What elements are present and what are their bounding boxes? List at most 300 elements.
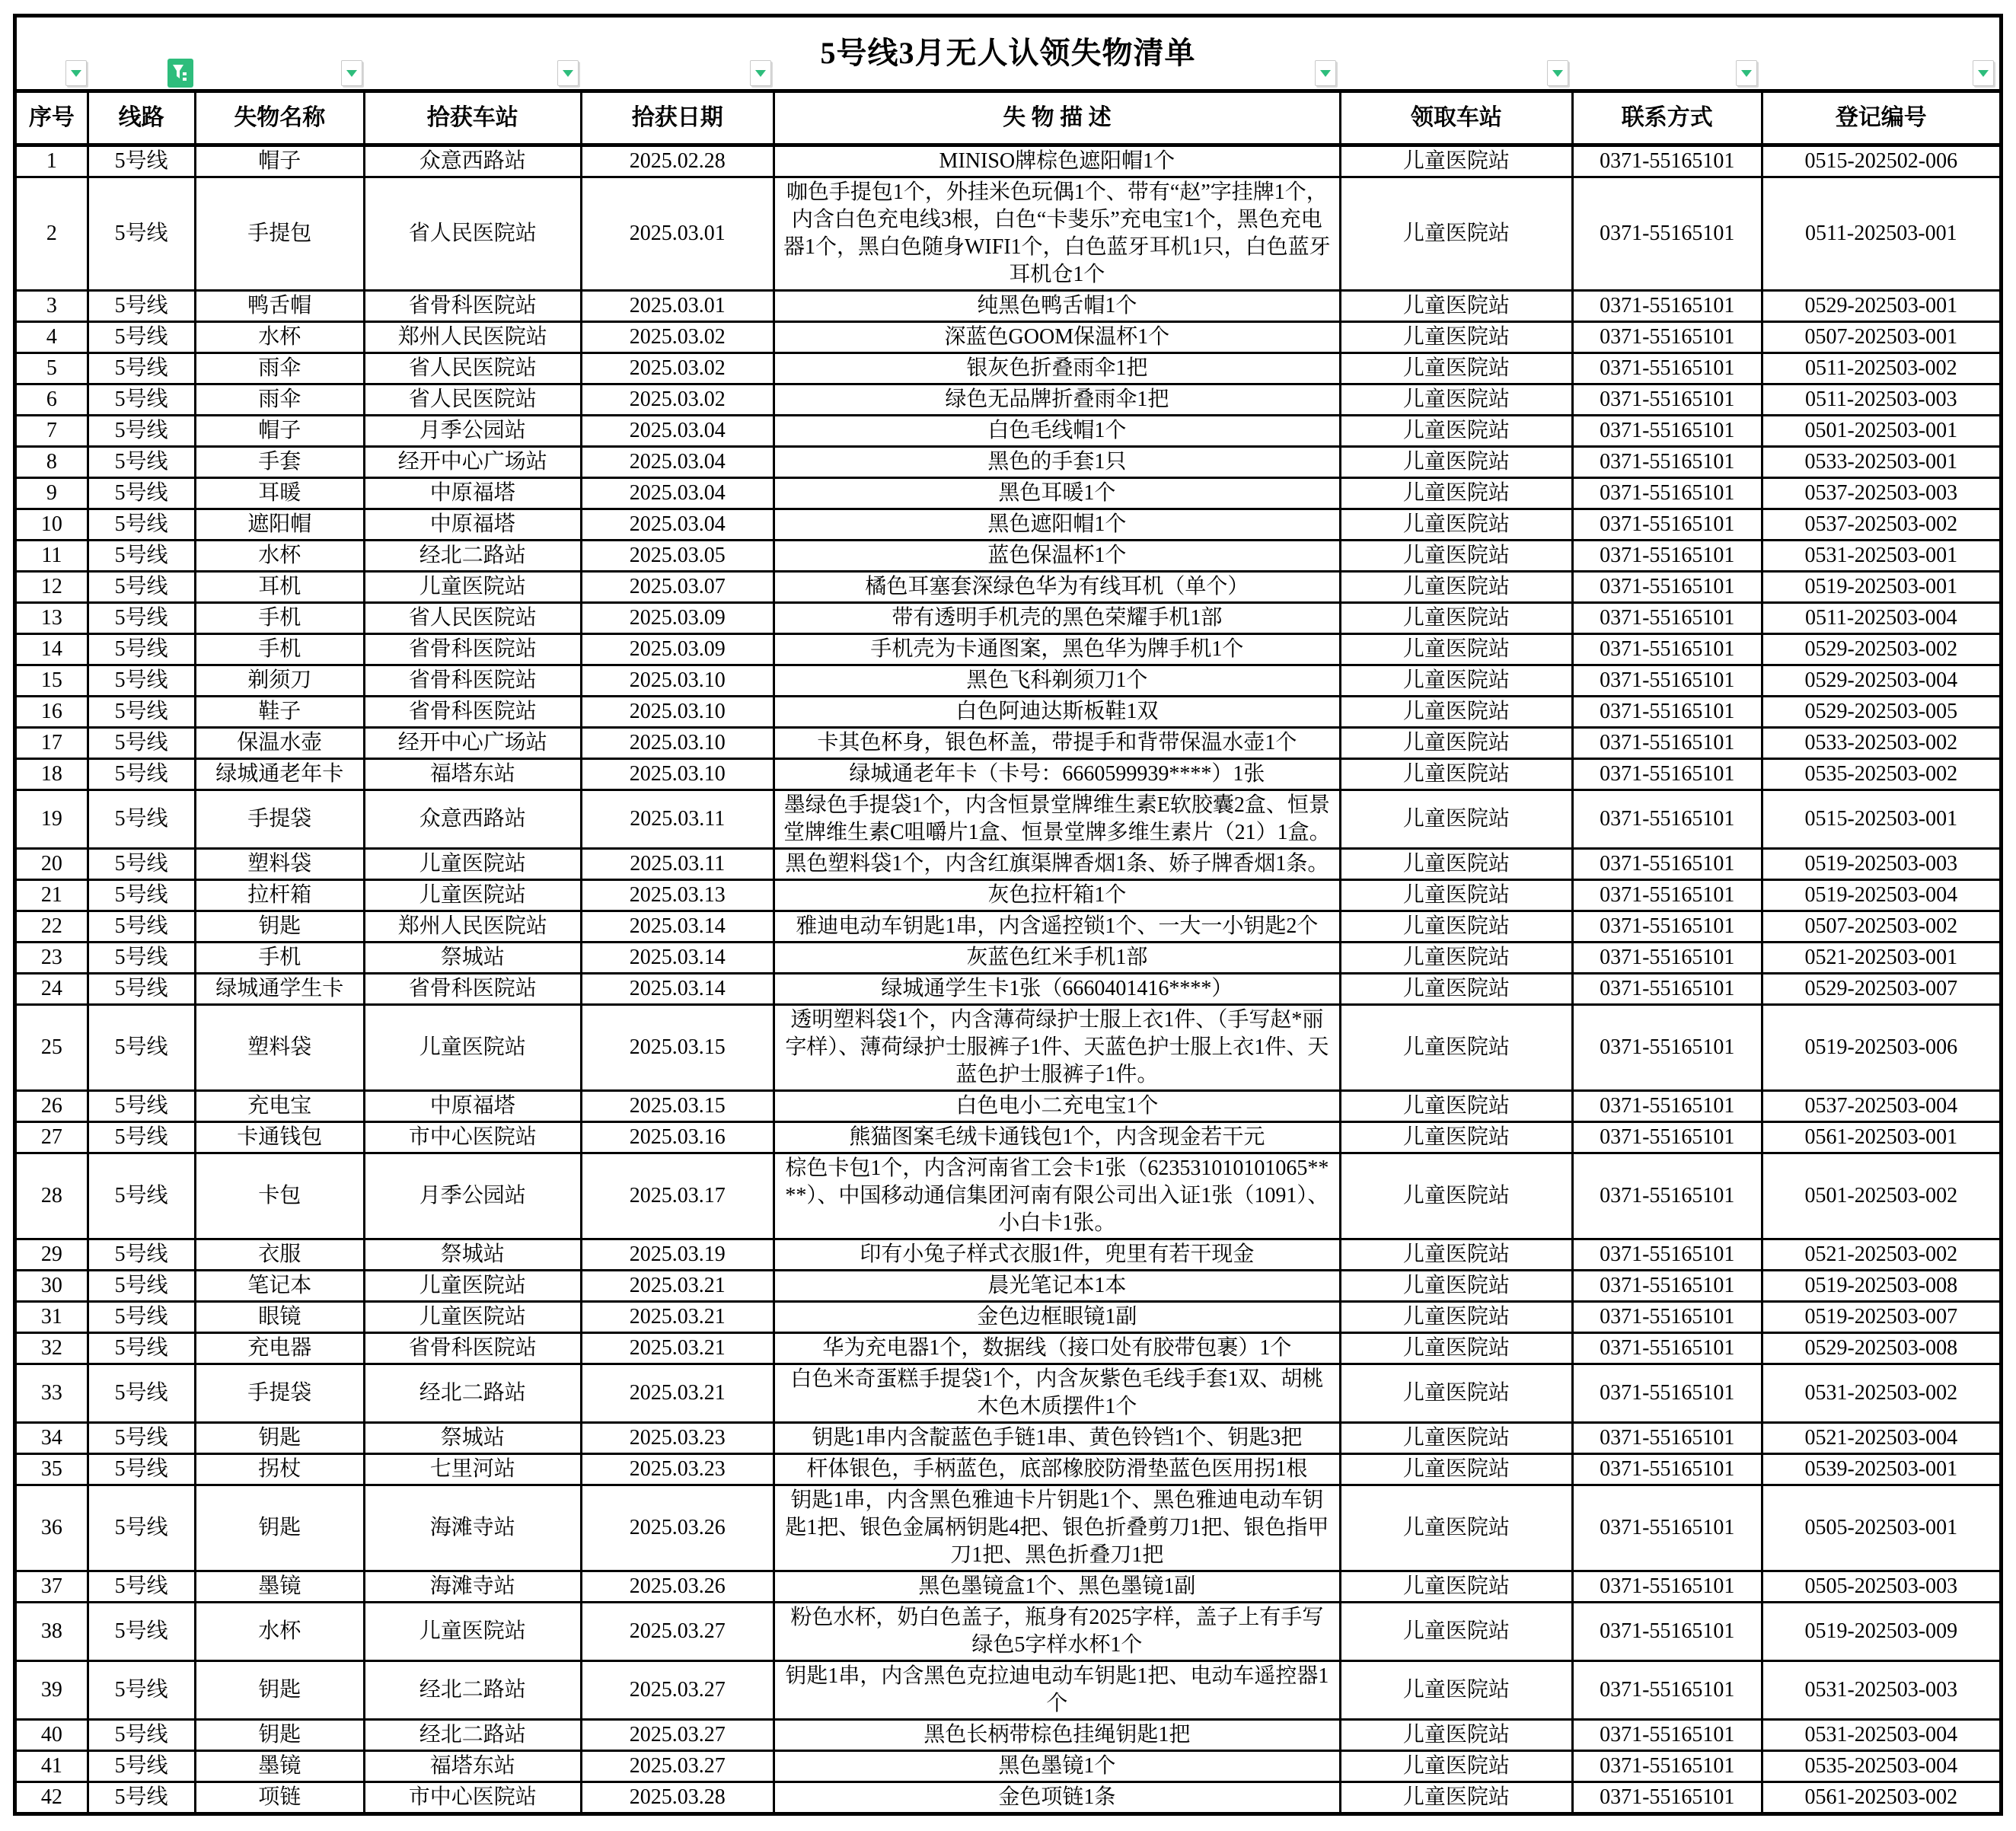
cell-seq[interactable]: 28 [15,1153,88,1239]
cell-item[interactable]: 水杯 [195,322,365,353]
cell-seq[interactable]: 27 [15,1122,88,1153]
cell-description[interactable]: 钥匙1串内含靛蓝色手链1串、黄色铃铛1个、钥匙3把 [774,1423,1341,1454]
cell-contact[interactable]: 0371-55165101 [1573,416,1762,447]
cell-contact[interactable]: 0371-55165101 [1573,177,1762,291]
cell-item[interactable]: 手提袋 [195,790,365,849]
cell-contact[interactable]: 0371-55165101 [1573,880,1762,911]
cell-reg-no[interactable]: 0519-202503-009 [1762,1603,2001,1661]
cell-contact[interactable]: 0371-55165101 [1573,145,1762,177]
cell-item[interactable]: 卡包 [195,1153,365,1239]
cell-line[interactable]: 5号线 [88,974,195,1005]
cell-found-date[interactable]: 2025.03.11 [581,790,774,849]
cell-reg-no[interactable]: 0561-202503-001 [1762,1122,2001,1153]
cell-description[interactable]: 绿城通学生卡1张（6660401416****） [774,974,1341,1005]
cell-description[interactable]: 黑色塑料袋1个，内含红旗渠牌香烟1条、娇子牌香烟1条。 [774,849,1341,880]
cell-reg-no[interactable]: 0531-202503-001 [1762,541,2001,572]
cell-found-date[interactable]: 2025.03.17 [581,1153,774,1239]
cell-contact[interactable]: 0371-55165101 [1573,1603,1762,1661]
cell-claim-station[interactable]: 儿童医院站 [1340,572,1572,603]
cell-found-date[interactable]: 2025.03.23 [581,1423,774,1454]
cell-claim-station[interactable]: 儿童医院站 [1340,974,1572,1005]
cell-line[interactable]: 5号线 [88,1485,195,1571]
cell-reg-no[interactable]: 0511-202503-004 [1762,603,2001,634]
cell-contact[interactable]: 0371-55165101 [1573,1571,1762,1603]
cell-item[interactable]: 水杯 [195,541,365,572]
cell-found-station[interactable]: 儿童医院站 [365,1603,581,1661]
cell-contact[interactable]: 0371-55165101 [1573,943,1762,974]
cell-item[interactable]: 衣服 [195,1239,365,1271]
cell-claim-station[interactable]: 儿童医院站 [1340,1454,1572,1485]
cell-seq[interactable]: 21 [15,880,88,911]
cell-item[interactable]: 钥匙 [195,1720,365,1751]
cell-seq[interactable]: 19 [15,790,88,849]
cell-claim-station[interactable]: 儿童医院站 [1340,1333,1572,1364]
cell-claim-station[interactable]: 儿童医院站 [1340,1782,1572,1814]
cell-found-date[interactable]: 2025.03.04 [581,478,774,509]
cell-item[interactable]: 鸭舌帽 [195,291,365,322]
cell-description[interactable]: 深蓝色GOOM保温杯1个 [774,322,1341,353]
cell-claim-station[interactable]: 儿童医院站 [1340,1302,1572,1333]
cell-reg-no[interactable]: 0519-202503-001 [1762,572,2001,603]
cell-item[interactable]: 手机 [195,943,365,974]
cell-item[interactable]: 项链 [195,1782,365,1814]
cell-found-station[interactable]: 儿童医院站 [365,1005,581,1091]
cell-seq[interactable]: 30 [15,1271,88,1302]
cell-line[interactable]: 5号线 [88,1423,195,1454]
cell-reg-no[interactable]: 0539-202503-001 [1762,1454,2001,1485]
column-header-found-station[interactable]: 拾获车站 [365,91,581,145]
cell-reg-no[interactable]: 0511-202503-002 [1762,353,2001,384]
cell-found-station[interactable]: 七里河站 [365,1454,581,1485]
cell-seq[interactable]: 1 [15,145,88,177]
cell-found-date[interactable]: 2025.03.02 [581,384,774,416]
cell-found-date[interactable]: 2025.03.27 [581,1720,774,1751]
cell-found-station[interactable]: 省骨科医院站 [365,291,581,322]
cell-line[interactable]: 5号线 [88,353,195,384]
cell-claim-station[interactable]: 儿童医院站 [1340,1271,1572,1302]
cell-reg-no[interactable]: 0529-202503-002 [1762,634,2001,665]
cell-description[interactable]: 纯黑色鸭舌帽1个 [774,291,1341,322]
cell-reg-no[interactable]: 0515-202502-006 [1762,145,2001,177]
cell-found-station[interactable]: 中原福塔 [365,509,581,541]
cell-found-station[interactable]: 经开中心广场站 [365,728,581,759]
cell-description[interactable]: 黑色飞科剃须刀1个 [774,665,1341,697]
cell-item[interactable]: 耳暖 [195,478,365,509]
cell-item[interactable]: 笔记本 [195,1271,365,1302]
cell-contact[interactable]: 0371-55165101 [1573,665,1762,697]
cell-description[interactable]: 蓝色保温杯1个 [774,541,1341,572]
cell-found-date[interactable]: 2025.03.27 [581,1603,774,1661]
cell-item[interactable]: 充电器 [195,1333,365,1364]
cell-line[interactable]: 5号线 [88,1271,195,1302]
cell-line[interactable]: 5号线 [88,759,195,790]
cell-found-station[interactable]: 中原福塔 [365,478,581,509]
cell-found-date[interactable]: 2025.03.21 [581,1364,774,1423]
cell-line[interactable]: 5号线 [88,943,195,974]
cell-contact[interactable]: 0371-55165101 [1573,1333,1762,1364]
cell-found-date[interactable]: 2025.02.28 [581,145,774,177]
cell-reg-no[interactable]: 0531-202503-004 [1762,1720,2001,1751]
cell-found-station[interactable]: 儿童医院站 [365,1271,581,1302]
cell-found-date[interactable]: 2025.03.10 [581,665,774,697]
cell-seq[interactable]: 37 [15,1571,88,1603]
cell-claim-station[interactable]: 儿童医院站 [1340,790,1572,849]
cell-claim-station[interactable]: 儿童医院站 [1340,1751,1572,1782]
cell-seq[interactable]: 8 [15,447,88,478]
cell-item[interactable]: 钥匙 [195,1423,365,1454]
cell-contact[interactable]: 0371-55165101 [1573,1364,1762,1423]
cell-line[interactable]: 5号线 [88,1782,195,1814]
cell-seq[interactable]: 16 [15,697,88,728]
cell-line[interactable]: 5号线 [88,697,195,728]
cell-found-date[interactable]: 2025.03.14 [581,943,774,974]
cell-claim-station[interactable]: 儿童医院站 [1340,1364,1572,1423]
column-header-item[interactable]: 失物名称 [195,91,365,145]
cell-found-date[interactable]: 2025.03.21 [581,1302,774,1333]
cell-item[interactable]: 雨伞 [195,353,365,384]
cell-seq[interactable]: 7 [15,416,88,447]
cell-description[interactable]: 绿城通老年卡（卡号：6660599939****）1张 [774,759,1341,790]
cell-line[interactable]: 5号线 [88,665,195,697]
cell-description[interactable]: 印有小兔子样式衣服1件，兜里有若干现金 [774,1239,1341,1271]
cell-contact[interactable]: 0371-55165101 [1573,291,1762,322]
cell-claim-station[interactable]: 儿童医院站 [1340,322,1572,353]
cell-contact[interactable]: 0371-55165101 [1573,1271,1762,1302]
cell-reg-no[interactable]: 0519-202503-003 [1762,849,2001,880]
cell-found-station[interactable]: 省人民医院站 [365,353,581,384]
cell-found-station[interactable]: 儿童医院站 [365,1302,581,1333]
cell-claim-station[interactable]: 儿童医院站 [1340,943,1572,974]
cell-line[interactable]: 5号线 [88,291,195,322]
cell-found-date[interactable]: 2025.03.04 [581,509,774,541]
cell-item[interactable]: 眼镜 [195,1302,365,1333]
cell-found-date[interactable]: 2025.03.01 [581,291,774,322]
cell-item[interactable]: 墨镜 [195,1571,365,1603]
cell-seq[interactable]: 24 [15,974,88,1005]
filter-dropdown-icon[interactable] [341,60,362,86]
cell-line[interactable]: 5号线 [88,1571,195,1603]
cell-description[interactable]: 咖色手提包1个，外挂米色玩偶1个、带有“赵”字挂牌1个，内含白色充电线3根，白色“卡斐乐”充电宝1个，黑色充电器1个，黑白色随身WIFI1个，白色蓝牙耳机1只，白色蓝牙耳机仓1个 [774,177,1341,291]
cell-line[interactable]: 5号线 [88,1333,195,1364]
cell-claim-station[interactable]: 儿童医院站 [1340,728,1572,759]
cell-reg-no[interactable]: 0521-202503-002 [1762,1239,2001,1271]
cell-description[interactable]: 棕色卡包1个，内含河南省工会卡1张（623531010101065****）、中国移动通信集团河南有限公司出入证1张（1091）、小白卡1张。 [774,1153,1341,1239]
cell-description[interactable]: 灰蓝色红米手机1部 [774,943,1341,974]
cell-description[interactable]: 金色边框眼镜1副 [774,1302,1341,1333]
cell-line[interactable]: 5号线 [88,1364,195,1423]
cell-found-station[interactable]: 众意西路站 [365,145,581,177]
cell-description[interactable]: 杆体银色，手柄蓝色，底部橡胶防滑垫蓝色医用拐1根 [774,1454,1341,1485]
cell-found-date[interactable]: 2025.03.28 [581,1782,774,1814]
cell-contact[interactable]: 0371-55165101 [1573,634,1762,665]
cell-seq[interactable]: 20 [15,849,88,880]
cell-seq[interactable]: 10 [15,509,88,541]
cell-reg-no[interactable]: 0529-202503-005 [1762,697,2001,728]
cell-claim-station[interactable]: 儿童医院站 [1340,177,1572,291]
cell-found-date[interactable]: 2025.03.11 [581,849,774,880]
cell-reg-no[interactable]: 0533-202503-001 [1762,447,2001,478]
cell-contact[interactable]: 0371-55165101 [1573,1091,1762,1122]
column-header-seq[interactable]: 序号 [15,91,88,145]
cell-line[interactable]: 5号线 [88,1122,195,1153]
cell-claim-station[interactable]: 儿童医院站 [1340,1485,1572,1571]
cell-contact[interactable]: 0371-55165101 [1573,790,1762,849]
cell-found-date[interactable]: 2025.03.05 [581,541,774,572]
cell-reg-no[interactable]: 0501-202503-001 [1762,416,2001,447]
cell-description[interactable]: 白色米奇蛋糕手提袋1个，内含灰紫色毛线手套1双、胡桃木色木质摆件1个 [774,1364,1341,1423]
cell-found-date[interactable]: 2025.03.09 [581,634,774,665]
cell-seq[interactable]: 3 [15,291,88,322]
cell-found-station[interactable]: 经北二路站 [365,1661,581,1720]
cell-found-station[interactable]: 市中心医院站 [365,1782,581,1814]
cell-seq[interactable]: 11 [15,541,88,572]
cell-found-station[interactable]: 省骨科医院站 [365,1333,581,1364]
cell-item[interactable]: 手套 [195,447,365,478]
cell-found-date[interactable]: 2025.03.10 [581,759,774,790]
cell-line[interactable]: 5号线 [88,1661,195,1720]
cell-found-station[interactable]: 海滩寺站 [365,1485,581,1571]
cell-contact[interactable]: 0371-55165101 [1573,478,1762,509]
cell-reg-no[interactable]: 0537-202503-002 [1762,509,2001,541]
cell-reg-no[interactable]: 0531-202503-003 [1762,1661,2001,1720]
cell-line[interactable]: 5号线 [88,1153,195,1239]
cell-claim-station[interactable]: 儿童医院站 [1340,1603,1572,1661]
cell-seq[interactable]: 9 [15,478,88,509]
cell-reg-no[interactable]: 0507-202503-002 [1762,911,2001,943]
cell-item[interactable]: 充电宝 [195,1091,365,1122]
cell-found-date[interactable]: 2025.03.26 [581,1571,774,1603]
cell-found-station[interactable]: 省骨科医院站 [365,665,581,697]
cell-item[interactable]: 拉杆箱 [195,880,365,911]
cell-reg-no[interactable]: 0501-202503-002 [1762,1153,2001,1239]
cell-claim-station[interactable]: 儿童医院站 [1340,634,1572,665]
cell-found-date[interactable]: 2025.03.02 [581,322,774,353]
cell-item[interactable]: 耳机 [195,572,365,603]
cell-contact[interactable]: 0371-55165101 [1573,1720,1762,1751]
cell-reg-no[interactable]: 0511-202503-001 [1762,177,2001,291]
cell-reg-no[interactable]: 0519-202503-006 [1762,1005,2001,1091]
cell-line[interactable]: 5号线 [88,478,195,509]
column-header-contact[interactable]: 联系方式 [1573,91,1762,145]
cell-contact[interactable]: 0371-55165101 [1573,1423,1762,1454]
cell-found-date[interactable]: 2025.03.27 [581,1751,774,1782]
cell-reg-no[interactable]: 0537-202503-003 [1762,478,2001,509]
cell-contact[interactable]: 0371-55165101 [1573,1302,1762,1333]
cell-item[interactable]: 手提包 [195,177,365,291]
cell-reg-no[interactable]: 0529-202503-008 [1762,1333,2001,1364]
cell-found-station[interactable]: 经开中心广场站 [365,447,581,478]
cell-reg-no[interactable]: 0505-202503-003 [1762,1571,2001,1603]
cell-claim-station[interactable]: 儿童医院站 [1340,541,1572,572]
cell-seq[interactable]: 29 [15,1239,88,1271]
filter-dropdown-icon[interactable] [557,60,579,86]
cell-claim-station[interactable]: 儿童医院站 [1340,697,1572,728]
cell-claim-station[interactable]: 儿童医院站 [1340,1571,1572,1603]
cell-contact[interactable]: 0371-55165101 [1573,322,1762,353]
cell-found-station[interactable]: 中原福塔 [365,1091,581,1122]
cell-claim-station[interactable]: 儿童医院站 [1340,880,1572,911]
cell-line[interactable]: 5号线 [88,416,195,447]
cell-description[interactable]: 晨光笔记本1本 [774,1271,1341,1302]
column-header-description[interactable]: 失 物 描 述 [774,91,1341,145]
cell-description[interactable]: 银灰色折叠雨伞1把 [774,353,1341,384]
column-header-reg-no[interactable]: 登记编号 [1762,91,2001,145]
cell-reg-no[interactable]: 0537-202503-004 [1762,1091,2001,1122]
filter-dropdown-icon[interactable] [65,60,87,86]
cell-reg-no[interactable]: 0519-202503-008 [1762,1271,2001,1302]
cell-contact[interactable]: 0371-55165101 [1573,849,1762,880]
filter-dropdown-icon[interactable] [1547,60,1568,86]
column-header-line[interactable]: 线路 [88,91,195,145]
cell-found-date[interactable]: 2025.03.04 [581,416,774,447]
cell-claim-station[interactable]: 儿童医院站 [1340,384,1572,416]
cell-found-station[interactable]: 省人民医院站 [365,603,581,634]
cell-line[interactable]: 5号线 [88,1239,195,1271]
cell-contact[interactable]: 0371-55165101 [1573,911,1762,943]
cell-line[interactable]: 5号线 [88,1454,195,1485]
cell-seq[interactable]: 4 [15,322,88,353]
cell-found-date[interactable]: 2025.03.16 [581,1122,774,1153]
cell-item[interactable]: 保温水壶 [195,728,365,759]
filter-dropdown-icon[interactable] [750,60,771,86]
cell-contact[interactable]: 0371-55165101 [1573,509,1762,541]
cell-claim-station[interactable]: 儿童医院站 [1340,353,1572,384]
cell-seq[interactable]: 33 [15,1364,88,1423]
cell-item[interactable]: 钥匙 [195,1485,365,1571]
cell-claim-station[interactable]: 儿童医院站 [1340,1122,1572,1153]
cell-seq[interactable]: 23 [15,943,88,974]
cell-seq[interactable]: 13 [15,603,88,634]
cell-found-date[interactable]: 2025.03.10 [581,697,774,728]
cell-description[interactable]: 橘色耳塞套深绿色华为有线耳机（单个） [774,572,1341,603]
cell-found-station[interactable]: 省骨科医院站 [365,634,581,665]
cell-claim-station[interactable]: 儿童医院站 [1340,145,1572,177]
column-header-claim-station[interactable]: 领取车站 [1340,91,1572,145]
cell-description[interactable]: 白色电小二充电宝1个 [774,1091,1341,1122]
cell-line[interactable]: 5号线 [88,384,195,416]
cell-found-date[interactable]: 2025.03.27 [581,1661,774,1720]
cell-found-station[interactable]: 市中心医院站 [365,1122,581,1153]
cell-claim-station[interactable]: 儿童医院站 [1340,1239,1572,1271]
cell-seq[interactable]: 17 [15,728,88,759]
cell-line[interactable]: 5号线 [88,145,195,177]
cell-seq[interactable]: 41 [15,1751,88,1782]
cell-seq[interactable]: 42 [15,1782,88,1814]
cell-found-station[interactable]: 省骨科医院站 [365,697,581,728]
cell-line[interactable]: 5号线 [88,1720,195,1751]
cell-description[interactable]: 金色项链1条 [774,1782,1341,1814]
cell-seq[interactable]: 2 [15,177,88,291]
cell-item[interactable]: 塑料袋 [195,849,365,880]
cell-description[interactable]: 黑色遮阳帽1个 [774,509,1341,541]
cell-line[interactable]: 5号线 [88,880,195,911]
cell-found-date[interactable]: 2025.03.23 [581,1454,774,1485]
cell-description[interactable]: 黑色长柄带棕色挂绳钥匙1把 [774,1720,1341,1751]
cell-found-station[interactable]: 祭城站 [365,1423,581,1454]
cell-line[interactable]: 5号线 [88,541,195,572]
cell-seq[interactable]: 38 [15,1603,88,1661]
cell-item[interactable]: 水杯 [195,1603,365,1661]
filter-dropdown-icon[interactable] [1736,60,1757,86]
cell-reg-no[interactable]: 0535-202503-004 [1762,1751,2001,1782]
cell-reg-no[interactable]: 0507-202503-001 [1762,322,2001,353]
cell-found-station[interactable]: 省人民医院站 [365,177,581,291]
cell-found-station[interactable]: 郑州人民医院站 [365,911,581,943]
cell-seq[interactable]: 36 [15,1485,88,1571]
cell-claim-station[interactable]: 儿童医院站 [1340,478,1572,509]
cell-description[interactable]: 白色毛线帽1个 [774,416,1341,447]
cell-seq[interactable]: 5 [15,353,88,384]
cell-found-station[interactable]: 儿童医院站 [365,572,581,603]
cell-description[interactable]: 卡其色杯身，银色杯盖，带提手和背带保温水壶1个 [774,728,1341,759]
column-header-found-date[interactable]: 拾获日期 [581,91,774,145]
cell-found-date[interactable]: 2025.03.01 [581,177,774,291]
cell-line[interactable]: 5号线 [88,634,195,665]
cell-found-date[interactable]: 2025.03.07 [581,572,774,603]
cell-reg-no[interactable]: 0519-202503-004 [1762,880,2001,911]
cell-description[interactable]: 华为充电器1个，数据线（接口处有胶带包裹）1个 [774,1333,1341,1364]
cell-found-station[interactable]: 郑州人民医院站 [365,322,581,353]
cell-item[interactable]: 手提袋 [195,1364,365,1423]
cell-found-station[interactable]: 祭城站 [365,943,581,974]
cell-item[interactable]: 拐杖 [195,1454,365,1485]
cell-claim-station[interactable]: 儿童医院站 [1340,1153,1572,1239]
cell-seq[interactable]: 14 [15,634,88,665]
cell-contact[interactable]: 0371-55165101 [1573,1239,1762,1271]
cell-found-station[interactable]: 省骨科医院站 [365,974,581,1005]
cell-claim-station[interactable]: 儿童医院站 [1340,1661,1572,1720]
cell-seq[interactable]: 31 [15,1302,88,1333]
cell-description[interactable]: 墨绿色手提袋1个，内含恒景堂牌维生素E软胶囊2盒、恒景堂牌维生素C咀嚼片1盒、恒景堂牌多维生素片（21）1盒。 [774,790,1341,849]
cell-item[interactable]: 帽子 [195,416,365,447]
cell-reg-no[interactable]: 0511-202503-003 [1762,384,2001,416]
cell-item[interactable]: 雨伞 [195,384,365,416]
cell-line[interactable]: 5号线 [88,1751,195,1782]
cell-line[interactable]: 5号线 [88,1005,195,1091]
cell-found-station[interactable]: 儿童医院站 [365,880,581,911]
cell-seq[interactable]: 34 [15,1423,88,1454]
cell-found-date[interactable]: 2025.03.21 [581,1333,774,1364]
cell-item[interactable]: 剃须刀 [195,665,365,697]
cell-seq[interactable]: 35 [15,1454,88,1485]
cell-reg-no[interactable]: 0561-202503-002 [1762,1782,2001,1814]
cell-description[interactable]: 钥匙1串，内含黑色雅迪卡片钥匙1个、黑色雅迪电动车钥匙1把、银色金属柄钥匙4把、银色折叠剪刀1把、银色指甲刀1把、黑色折叠刀1把 [774,1485,1341,1571]
cell-seq[interactable]: 22 [15,911,88,943]
cell-contact[interactable]: 0371-55165101 [1573,603,1762,634]
cell-found-station[interactable]: 月季公园站 [365,416,581,447]
cell-contact[interactable]: 0371-55165101 [1573,447,1762,478]
cell-line[interactable]: 5号线 [88,1603,195,1661]
cell-claim-station[interactable]: 儿童医院站 [1340,1423,1572,1454]
cell-line[interactable]: 5号线 [88,911,195,943]
cell-item[interactable]: 绿城通学生卡 [195,974,365,1005]
cell-contact[interactable]: 0371-55165101 [1573,728,1762,759]
cell-description[interactable]: 黑色的手套1只 [774,447,1341,478]
cell-claim-station[interactable]: 儿童医院站 [1340,447,1572,478]
cell-item[interactable]: 遮阳帽 [195,509,365,541]
cell-reg-no[interactable]: 0521-202503-001 [1762,943,2001,974]
cell-description[interactable]: 带有透明手机壳的黑色荣耀手机1部 [774,603,1341,634]
cell-description[interactable]: 雅迪电动车钥匙1串，内含遥控锁1个、一大一小钥匙2个 [774,911,1341,943]
cell-description[interactable]: 黑色墨镜1个 [774,1751,1341,1782]
cell-reg-no[interactable]: 0521-202503-004 [1762,1423,2001,1454]
cell-seq[interactable]: 18 [15,759,88,790]
cell-contact[interactable]: 0371-55165101 [1573,1122,1762,1153]
cell-reg-no[interactable]: 0529-202503-004 [1762,665,2001,697]
cell-seq[interactable]: 15 [15,665,88,697]
cell-reg-no[interactable]: 0535-202503-002 [1762,759,2001,790]
filter-active-funnel-icon[interactable] [167,59,193,88]
